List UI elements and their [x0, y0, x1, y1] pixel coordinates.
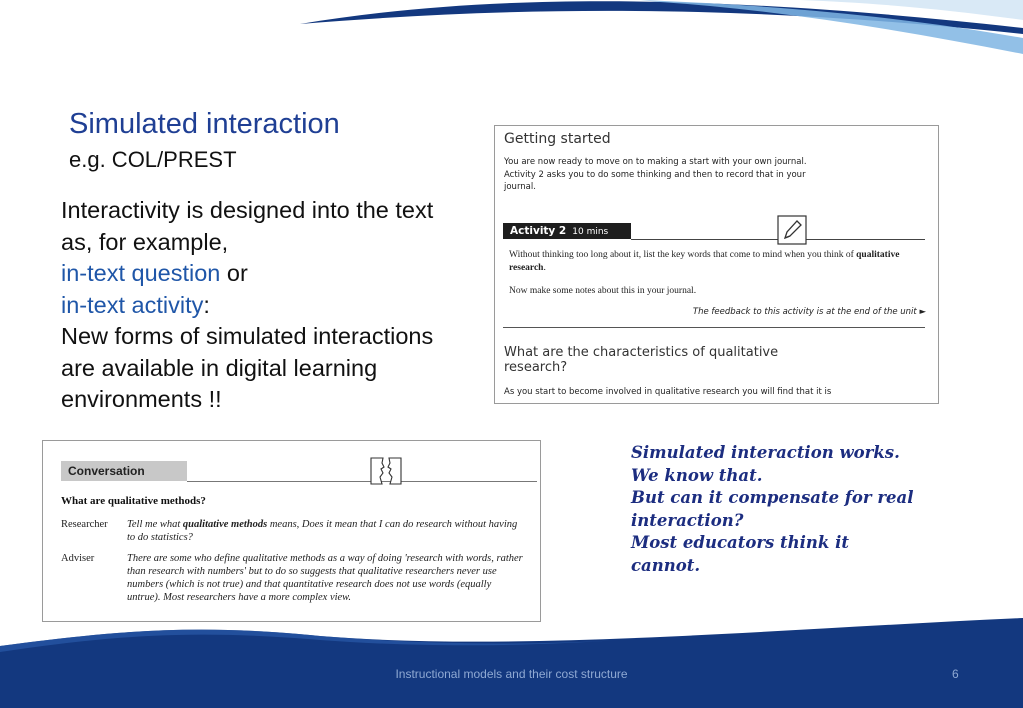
body-line-1: Interactivity is designed into the text — [61, 197, 434, 223]
slide-title: Simulated interaction — [69, 108, 340, 140]
researcher-text-bold: qualitative methods — [182, 519, 268, 530]
bottom-wave-band — [0, 600, 1023, 708]
in-text-activity-term: in-text activity — [61, 291, 204, 318]
activity-notes: Now make some notes about this in your journal. — [509, 286, 697, 296]
section-heading: What are the characteristics of qualitative research? — [504, 345, 779, 375]
activity-question-suffix: . — [543, 263, 546, 273]
body-line-6: are available in digital learning — [61, 354, 378, 381]
activity-feedback: The feedback to this activity is at the end of the unit ► — [692, 307, 926, 317]
body-line-7: environments !! — [61, 386, 222, 412]
researcher-text — [127, 518, 527, 544]
conversation-excerpt — [42, 440, 541, 622]
adviser-text: There are some who define qualitative methods as a way of doing 'research with words, rather than research with numbers' but to do so suggests that qualitative researchers never use numbers (which is not true) and that quantitative research does not use words (equally untrue). Most researchers have a more complex view. — [127, 553, 523, 603]
body-text — [61, 195, 491, 416]
handwritten-line-6: cannot. — [631, 555, 701, 575]
body-line-3 — [61, 258, 491, 290]
researcher-text-suffix: means, Does it mean that I can do research without having to do statistics? — [127, 519, 518, 543]
activity-heading: Getting started — [504, 131, 611, 147]
footer-text: Instructional models and their cost structure — [395, 667, 628, 681]
researcher-label: Researcher — [61, 519, 108, 530]
activity-label: Activity 2 — [510, 225, 567, 237]
handwritten-line-1: Simulated interaction works. — [631, 443, 900, 462]
adviser-label: Adviser — [61, 553, 95, 564]
handwritten-line-2: We know that. — [631, 465, 763, 485]
activity-question-bold: qualitative research — [509, 250, 900, 273]
activity-label-bar — [503, 223, 631, 239]
section-start-text: As you start to become involved in qualitative research you will find that it is — [504, 387, 832, 397]
body-line-3-suffix: or — [220, 260, 248, 286]
handwritten-line-3: But can it compensate for real — [631, 488, 914, 507]
activity-question — [509, 249, 929, 275]
in-text-question-term: in-text question — [61, 260, 221, 286]
top-swoosh-decoration — [0, 0, 1023, 60]
activity-intro: You are now ready to move on to making a start with your own journal. Activity 2 asks you to do some thinking and then to record that in your journal. — [504, 157, 807, 192]
body-line-4 — [61, 290, 491, 322]
activity-time: 10 mins — [572, 227, 609, 237]
conversation-rule — [187, 481, 537, 482]
body-line-2: as, for example, — [61, 228, 229, 255]
activity-question-prefix: Without thinking too long about it, list the key words that come to mind when you think of — [509, 250, 857, 260]
activity-separator — [503, 327, 925, 328]
activity-excerpt — [494, 125, 939, 404]
handwritten-line-4: interaction? — [631, 510, 744, 530]
body-line-4-suffix: : — [203, 291, 210, 318]
faces-icon — [368, 455, 404, 487]
researcher-row — [61, 518, 531, 548]
conversation-question: What are qualitative methods? — [61, 495, 206, 507]
researcher-text-prefix: Tell me what — [127, 519, 183, 530]
conversation-label: Conversation — [61, 461, 187, 481]
handwritten-line-5: Most educators think it — [631, 533, 849, 552]
page-number: 6 — [952, 667, 959, 681]
pencil-icon — [777, 215, 807, 245]
body-line-5: New forms of simulated interactions — [61, 323, 434, 349]
slide-subtitle: e.g. COL/PREST — [69, 147, 237, 172]
handwritten-note — [631, 442, 951, 577]
